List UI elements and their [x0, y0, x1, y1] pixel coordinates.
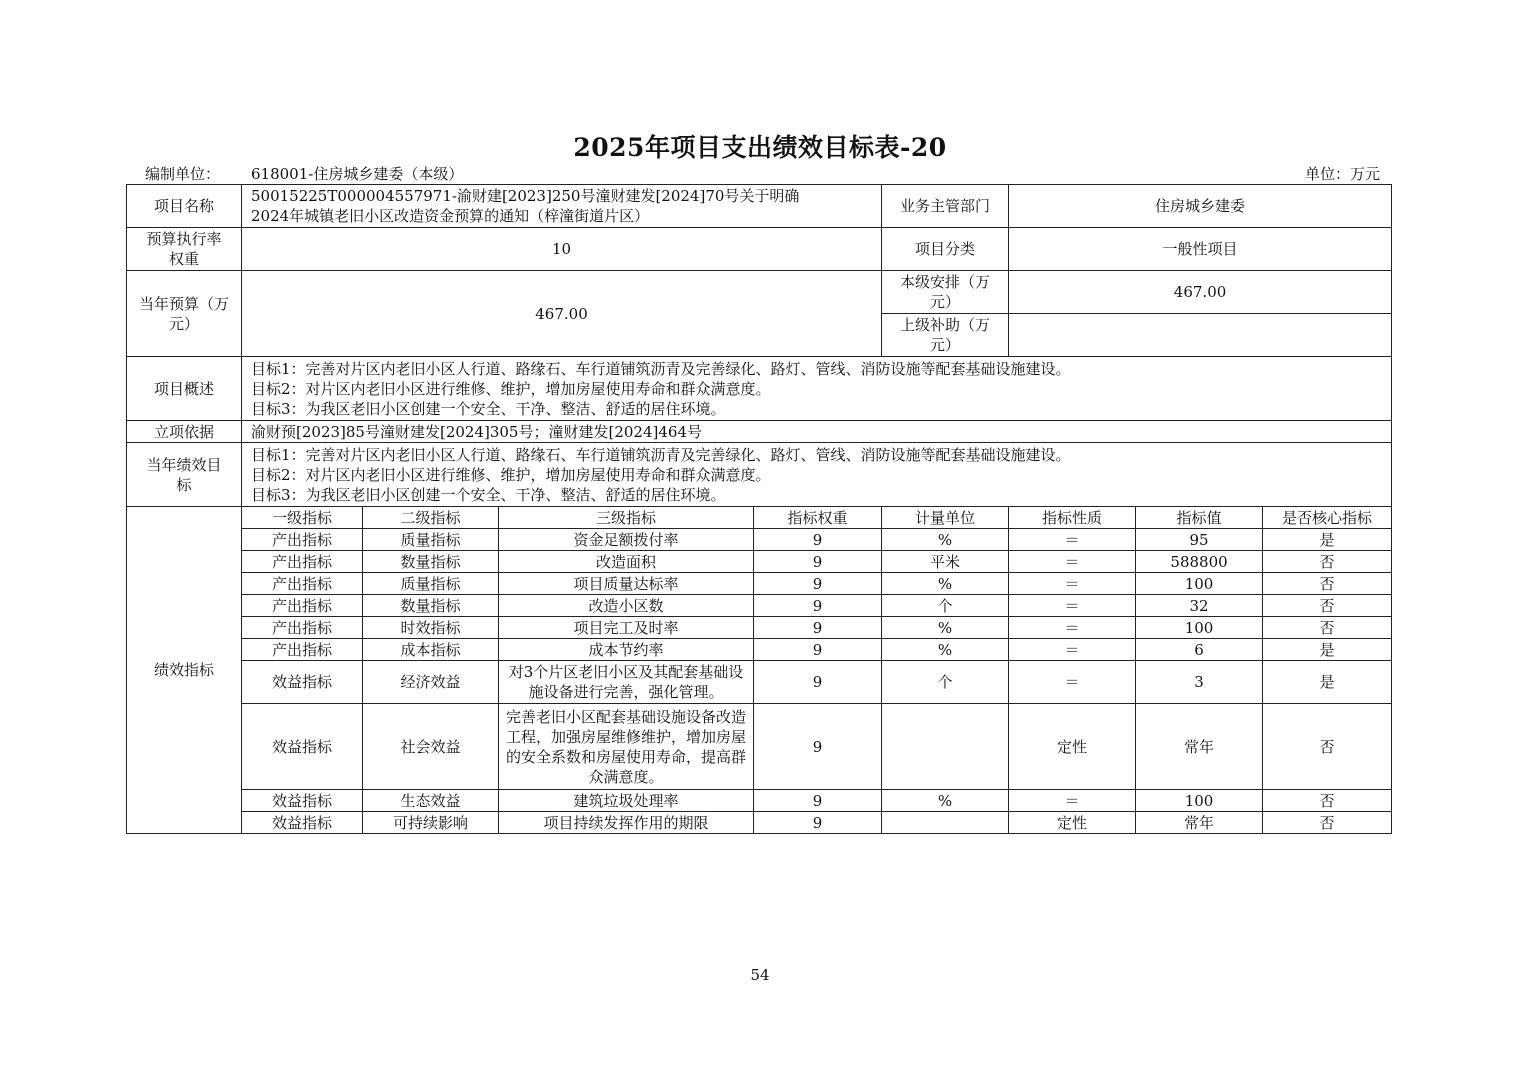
- col-header: 二级指标: [363, 507, 499, 529]
- annual-goal-label: 当年绩效目 标: [127, 443, 242, 507]
- table-row: [127, 529, 1392, 551]
- table-row: [127, 704, 1392, 790]
- cell-level3: 改造面积: [499, 551, 754, 573]
- budget-label: 当年预算（万 元）: [127, 271, 242, 357]
- cell-level1: 效益指标: [242, 812, 363, 834]
- cell-level3: 资金足额拨付率: [499, 529, 754, 551]
- cell-level3: 建筑垃圾处理率: [499, 790, 754, 812]
- cell-level1: 产出指标: [242, 595, 363, 617]
- cell-weight: 9: [754, 704, 882, 790]
- cell-unit: [882, 704, 1009, 790]
- weight-label: 预算执行率 权重: [127, 228, 242, 271]
- cell-level1: 产出指标: [242, 529, 363, 551]
- cell-nature: ＝: [1009, 551, 1136, 573]
- table-row: [127, 595, 1392, 617]
- dept-label: 业务主管部门: [882, 185, 1009, 228]
- cell-level3: 对3个片区老旧小区及其配套基础设施设备进行完善，强化管理。: [499, 661, 754, 704]
- col-header: 指标值: [1136, 507, 1263, 529]
- basis-label: 立项依据: [127, 421, 242, 443]
- cell-value: 100: [1136, 617, 1263, 639]
- table-row: [127, 661, 1392, 704]
- cell-weight: 9: [754, 617, 882, 639]
- local-value: 467.00: [1009, 271, 1392, 314]
- cell-core: 否: [1263, 617, 1392, 639]
- col-header: 三级指标: [499, 507, 754, 529]
- cell-level1: 效益指标: [242, 704, 363, 790]
- cell-value: 588800: [1136, 551, 1263, 573]
- cell-core: 否: [1263, 551, 1392, 573]
- cell-unit: 平米: [882, 551, 1009, 573]
- basis-value: 渝财预[2023]85号潼财建发[2024]305号；潼财建发[2024]464号: [242, 421, 1392, 443]
- cell-unit: %: [882, 617, 1009, 639]
- page-title: 2025年项目支出绩效目标表-20: [573, 133, 947, 162]
- cell-unit: %: [882, 639, 1009, 661]
- cell-level1: 产出指标: [242, 639, 363, 661]
- cell-core: 否: [1263, 790, 1392, 812]
- cell-level1: 产出指标: [242, 617, 363, 639]
- cell-nature: ＝: [1009, 573, 1136, 595]
- performance-table: [126, 184, 1392, 834]
- overview-text: 目标1：完善对片区内老旧小区人行道、路缘石、车行道铺筑沥青及完善绿化、路灯、管线、消防设施等配套基础设施建设。 目标2：对片区内老旧小区进行维修、维护，增加房屋使用寿命和群众满意度。 目标3：为我区老旧小区创建一个安全、干净、整洁、舒适的居住环境。: [242, 357, 1392, 421]
- cell-level3: 改造小区数: [499, 595, 754, 617]
- cell-nature: 定性: [1009, 704, 1136, 790]
- cell-level2: 质量指标: [363, 529, 499, 551]
- cell-weight: 9: [754, 639, 882, 661]
- cell-weight: 9: [754, 551, 882, 573]
- cell-weight: 9: [754, 812, 882, 834]
- cell-level1: 效益指标: [242, 790, 363, 812]
- cell-nature: ＝: [1009, 639, 1136, 661]
- cell-nature: ＝: [1009, 617, 1136, 639]
- cell-level2: 质量指标: [363, 573, 499, 595]
- col-header: 指标性质: [1009, 507, 1136, 529]
- superior-value: [1009, 314, 1392, 357]
- cell-unit: [882, 812, 1009, 834]
- superior-label: 上级补助（万 元）: [882, 314, 1009, 357]
- cell-level2: 社会效益: [363, 704, 499, 790]
- cell-core: 否: [1263, 704, 1392, 790]
- table-row: [127, 639, 1392, 661]
- cell-value: 常年: [1136, 704, 1263, 790]
- overview-label: 项目概述: [127, 357, 242, 421]
- project-name-value: 50015225T000004557971-渝财建[2023]250号潼财建发[2024]70号关于明确 2024年城镇老旧小区改造资金预算的通知（梓潼街道片区）: [242, 185, 882, 228]
- local-label: 本级安排（万 元）: [882, 271, 1009, 314]
- cell-core: 否: [1263, 595, 1392, 617]
- header-line: [127, 163, 1390, 183]
- cell-value: 常年: [1136, 812, 1263, 834]
- cell-core: 否: [1263, 812, 1392, 834]
- cell-core: 是: [1263, 529, 1392, 551]
- cell-weight: 9: [754, 573, 882, 595]
- annual-goal-text: 目标1：完善对片区内老旧小区人行道、路缘石、车行道铺筑沥青及完善绿化、路灯、管线、消防设施等配套基础设施建设。 目标2：对片区内老旧小区进行维修、维护，增加房屋使用寿命和群众满意度。 目标3：为我区老旧小区创建一个安全、干净、整洁、舒适的居住环境。: [242, 443, 1392, 507]
- cell-level2: 时效指标: [363, 617, 499, 639]
- table-row: [127, 573, 1392, 595]
- cell-level3: 项目完工及时率: [499, 617, 754, 639]
- dept-value: 住房城乡建委: [1009, 185, 1392, 228]
- cell-level3: 完善老旧小区配套基础设施设备改造工程，加强房屋维修维护，增加房屋的安全系数和房屋使用寿命，提高群众满意度。: [499, 704, 754, 790]
- cell-level2: 生态效益: [363, 790, 499, 812]
- table-row: [127, 551, 1392, 573]
- indicators-label: 绩效指标: [127, 507, 242, 834]
- cell-unit: 个: [882, 661, 1009, 704]
- cell-core: 是: [1263, 639, 1392, 661]
- cell-value: 32: [1136, 595, 1263, 617]
- cell-level2: 数量指标: [363, 595, 499, 617]
- cell-value: 6: [1136, 639, 1263, 661]
- project-name-label: 项目名称: [127, 185, 242, 228]
- col-header: 是否核心指标: [1263, 507, 1392, 529]
- category-label: 项目分类: [882, 228, 1009, 271]
- cell-nature: 定性: [1009, 812, 1136, 834]
- cell-value: 95: [1136, 529, 1263, 551]
- cell-value: 100: [1136, 790, 1263, 812]
- cell-weight: 9: [754, 529, 882, 551]
- cell-level3: 项目持续发挥作用的期限: [499, 812, 754, 834]
- cell-level1: 产出指标: [242, 551, 363, 573]
- cell-level3: 项目质量达标率: [499, 573, 754, 595]
- money-unit: 单位：万元: [1304, 165, 1380, 183]
- table-row: [127, 617, 1392, 639]
- cell-nature: ＝: [1009, 529, 1136, 551]
- cell-unit: 个: [882, 595, 1009, 617]
- table-row: [127, 790, 1392, 812]
- cell-level1: 效益指标: [242, 661, 363, 704]
- cell-nature: ＝: [1009, 790, 1136, 812]
- cell-core: 是: [1263, 661, 1392, 704]
- cell-weight: 9: [754, 661, 882, 704]
- col-header: 计量单位: [882, 507, 1009, 529]
- cell-level3: 成本节约率: [499, 639, 754, 661]
- cell-unit: %: [882, 573, 1009, 595]
- col-header: 一级指标: [242, 507, 363, 529]
- weight-value: 10: [242, 228, 882, 271]
- cell-nature: ＝: [1009, 661, 1136, 704]
- category-value: 一般性项目: [1009, 228, 1392, 271]
- cell-weight: 9: [754, 790, 882, 812]
- cell-level2: 成本指标: [363, 639, 499, 661]
- cell-level1: 产出指标: [242, 573, 363, 595]
- cell-level2: 数量指标: [363, 551, 499, 573]
- cell-weight: 9: [754, 595, 882, 617]
- cell-core: 否: [1263, 573, 1392, 595]
- cell-unit: %: [882, 529, 1009, 551]
- unit-value: 618001-住房城乡建委（本级）: [251, 165, 464, 183]
- col-header: 指标权重: [754, 507, 882, 529]
- cell-nature: ＝: [1009, 595, 1136, 617]
- page-number: 54: [750, 966, 770, 984]
- cell-unit: %: [882, 790, 1009, 812]
- cell-level2: 可持续影响: [363, 812, 499, 834]
- cell-value: 100: [1136, 573, 1263, 595]
- budget-value: 467.00: [242, 271, 882, 357]
- cell-value: 3: [1136, 661, 1263, 704]
- table-row: [127, 812, 1392, 834]
- cell-level2: 经济效益: [363, 661, 499, 704]
- unit-label: 编制单位：: [145, 165, 221, 183]
